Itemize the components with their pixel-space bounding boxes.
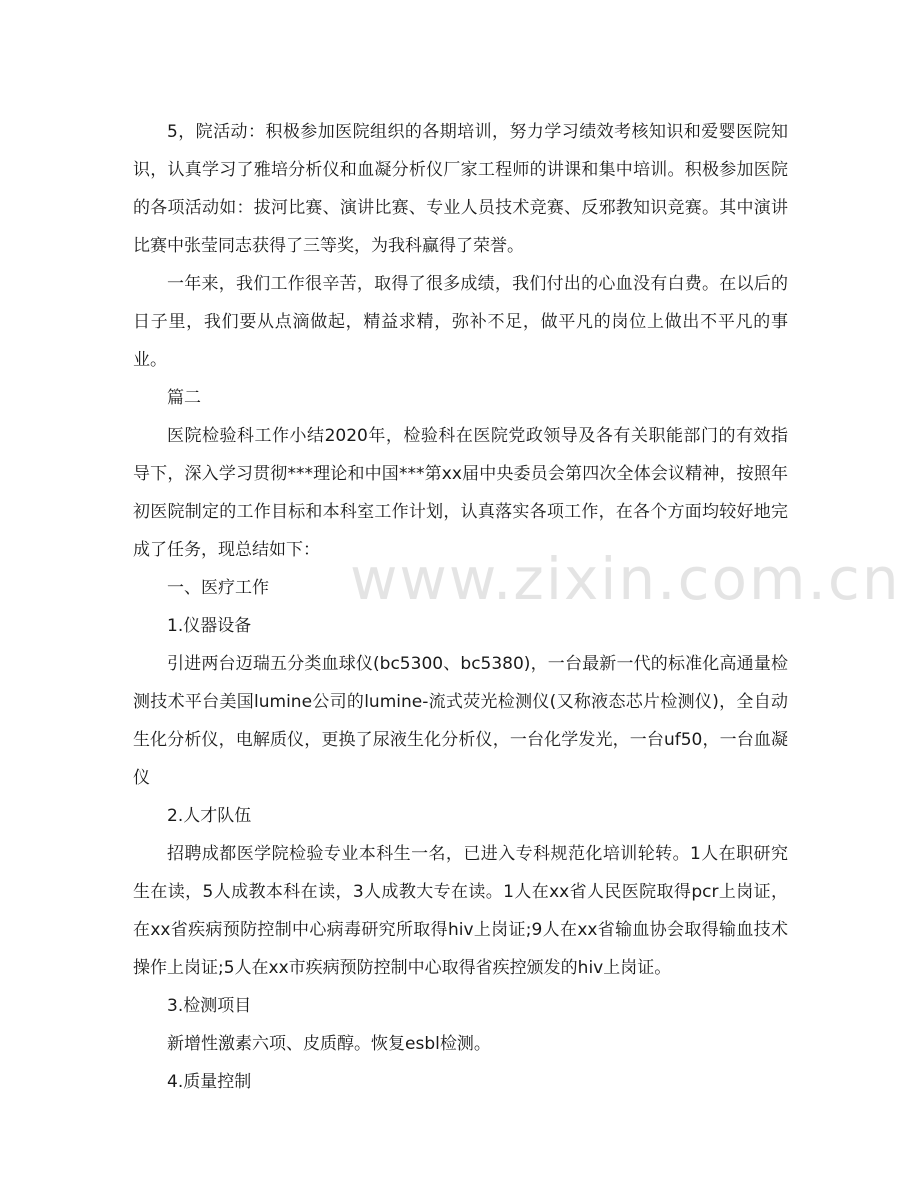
- paragraph-hospital-activities: 5，院活动：积极参加医院组织的各期培训，努力学习绩效考核知识和爱婴医院知识，认真学习了雅培分析仪和血凝分析仪厂家工程师的讲课和集中培训。积极参加医院的各项活动如：拔河比赛、演讲比赛、专业人员技术竞赛、反邪教知识竞赛。其中演讲比赛中张莹同志获得了三等奖，为我科赢得了荣誉。: [133, 122, 788, 256]
- section-heading-part-two: 篇二: [167, 388, 201, 408]
- watermark-text: www.zixin.com.cn: [350, 545, 901, 613]
- subheading-quality-control: 4.质量控制: [167, 1072, 252, 1092]
- paragraph-talent-team: 招聘成都医学院检验专业本科生一名，已进入专科规范化培训轮转。1人在职研究生在读，5人成教本科在读，3人成教大专在读。1人在xx省人民医院取得pcr上岗证，在xx省疾病预防控制中心病毒研究所取得hiv上岗证;9人在xx省输血协会取得输血技术操作上岗证;5人在xx市疾病预防控制中心取得省疾控颁发的hiv上岗证。: [133, 844, 788, 978]
- document-body: [133, 113, 788, 1101]
- subheading-talent-team: 2.人才队伍: [167, 806, 252, 826]
- subheading-equipment: 1.仪器设备: [167, 616, 252, 636]
- subheading-test-items: 3.检测项目: [167, 996, 252, 1016]
- paragraph-lab-summary-intro: 医院检验科工作小结2020年，检验科在医院党政领导及各有关职能部门的有效指导下，深入学习贯彻***理论和中国***第xx届中央委员会第四次全体会议精神，按照年初医院制定的工作目标和本科室工作计划，认真落实各项工作，在各个方面均较好地完成了任务，现总结如下：: [133, 426, 788, 560]
- paragraph-test-items: 新增性激素六项、皮质醇。恢复esbl检测。: [167, 1034, 491, 1054]
- paragraph-year-summary: 一年来，我们工作很辛苦，取得了很多成绩，我们付出的心血没有白费。在以后的日子里，我们要从点滴做起，精益求精，弥补不足，做平凡的岗位上做出不平凡的事业。: [133, 274, 788, 370]
- section-heading-medical-work: 一、医疗工作: [167, 578, 269, 598]
- paragraph-equipment: 引进两台迈瑞五分类血球仪(bc5300、bc5380)，一台最新一代的标准化高通量检测技术平台美国lumine公司的lumine-流式荧光检测仪(又称液态芯片检测仪)，全自动生化分析仪，电解质仪，更换了尿液生化分析仪，一台化学发光，一台uf50，一台血凝仪: [133, 654, 788, 788]
